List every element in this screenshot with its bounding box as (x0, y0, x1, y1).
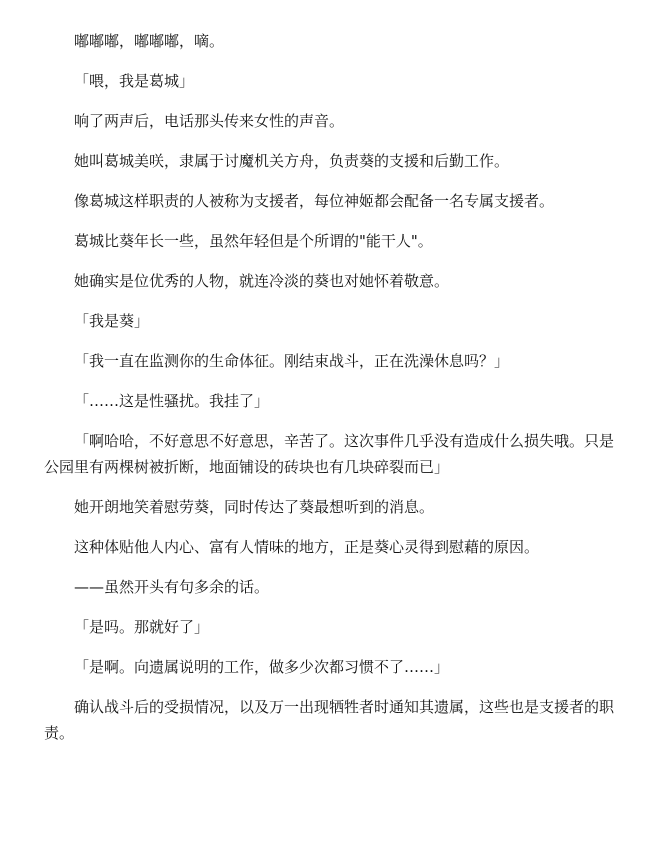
paragraph-14: ——虽然开头有句多余的话。 (74, 578, 270, 596)
paragraph-8: 「我是葵」 (74, 312, 150, 330)
paragraph-10: 「……这是性骚扰。我挂了」 (74, 392, 270, 410)
paragraph-6: 葛城比葵年长一些，虽然年轻但是个所谓的"能干人"。 (74, 232, 433, 250)
paragraph-4: 她叫葛城美咲，隶属于讨魔机关方舟，负责葵的支援和后勤工作。 (74, 152, 510, 170)
paragraph-15: 「是吗。那就好了」 (74, 618, 210, 636)
paragraph-17: 确认战斗后的受损情况，以及万一出现牺牲者时通知其遗属，这些也是支援者的职责。 (44, 698, 615, 742)
paragraph-3: 响了两声后，电话那头传来女性的声音。 (74, 112, 345, 130)
paragraph-9: 「我一直在监测你的生命体征。刚结束战斗，正在洗澡休息吗？」 (74, 352, 510, 370)
paragraph-13: 这种体贴他人内心、富有人情味的地方，正是葵心灵得到慰藉的原因。 (74, 538, 540, 556)
paragraph-5: 像葛城这样职责的人被称为支援者，每位神姬都会配备一名专属支援者。 (74, 192, 555, 210)
paragraph-7: 她确实是位优秀的人物，就连冷淡的葵也对她怀着敬意。 (74, 272, 450, 290)
paragraph-11: 「啊哈哈，不好意思不好意思，辛苦了。这次事件几乎没有造成什么损失哦。只是公园里有两棵树被折断，地面铺设的砖块也有几块碎裂而已」 (44, 432, 615, 476)
paragraph-12: 她开朗地笑着慰劳葵，同时传达了葵最想听到的消息。 (74, 498, 435, 516)
paragraph-2: 「喂，我是葛城」 (74, 72, 195, 90)
paragraph-1: 嘟嘟嘟，嘟嘟嘟，嘀。 (74, 32, 225, 50)
paragraph-16: 「是啊。向遗属说明的工作，做多少次都习惯不了……」 (74, 658, 450, 676)
